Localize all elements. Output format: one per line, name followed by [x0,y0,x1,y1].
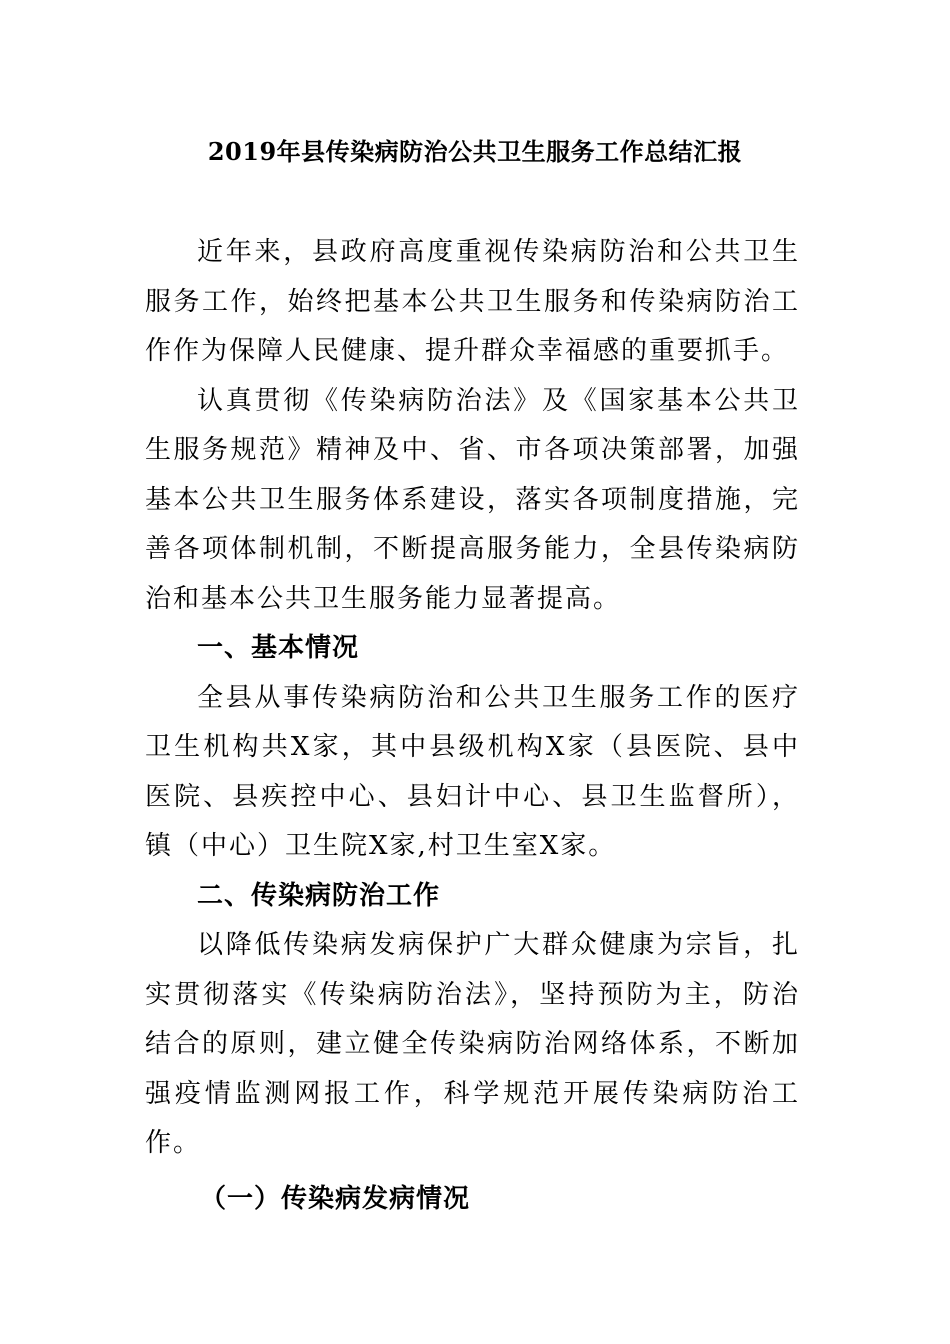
section-heading-disease-prevention: 二、传染病防治工作 [197,880,441,911]
section-paragraph-disease-prevention: 以降低传染病发病保护广大群众健康为宗旨，扎实贯彻落实《传染病防治法》，坚持预防为主，防治结合的原则，建立健全传染病防治网络体系，不断加强疫情监测网报工作，科学规范开展传染病防治工作。 [145,930,800,1158]
document-title: 2019年县传染病防治公共卫生服务工作总结汇报 [207,137,743,166]
section-paragraph-basic-situation: 全县从事传染病防治和公共卫生服务工作的医疗卫生机构共X家，其中县级机构X家（县医院、县中医院、县疾控中心、县妇计中心、县卫生监督所），镇（中心）卫生院X家,村卫生室X家。 [145,682,800,861]
subsection-heading-incidence: （一）传染病发病情况 [200,1183,471,1214]
section-heading-basic-situation: 一、基本情况 [197,633,360,663]
intro-paragraph-2: 认真贯彻《传染病防治法》及《国家基本公共卫生服务规范》精神及中、省、市各项决策部署，加强基本公共卫生服务体系建设，落实各项制度措施，完善各项体制机制，不断提高服务能力，全县传染病防治和基本公共卫生服务能力显著提高。 [145,385,800,614]
intro-paragraph-1: 近年来，县政府高度重视传染病防治和公共卫生服务工作，始终把基本公共卫生服务和传染病防治工作作为保障人民健康、提升群众幸福感的重要抓手。 [145,237,800,366]
document-body [145,228,800,1224]
